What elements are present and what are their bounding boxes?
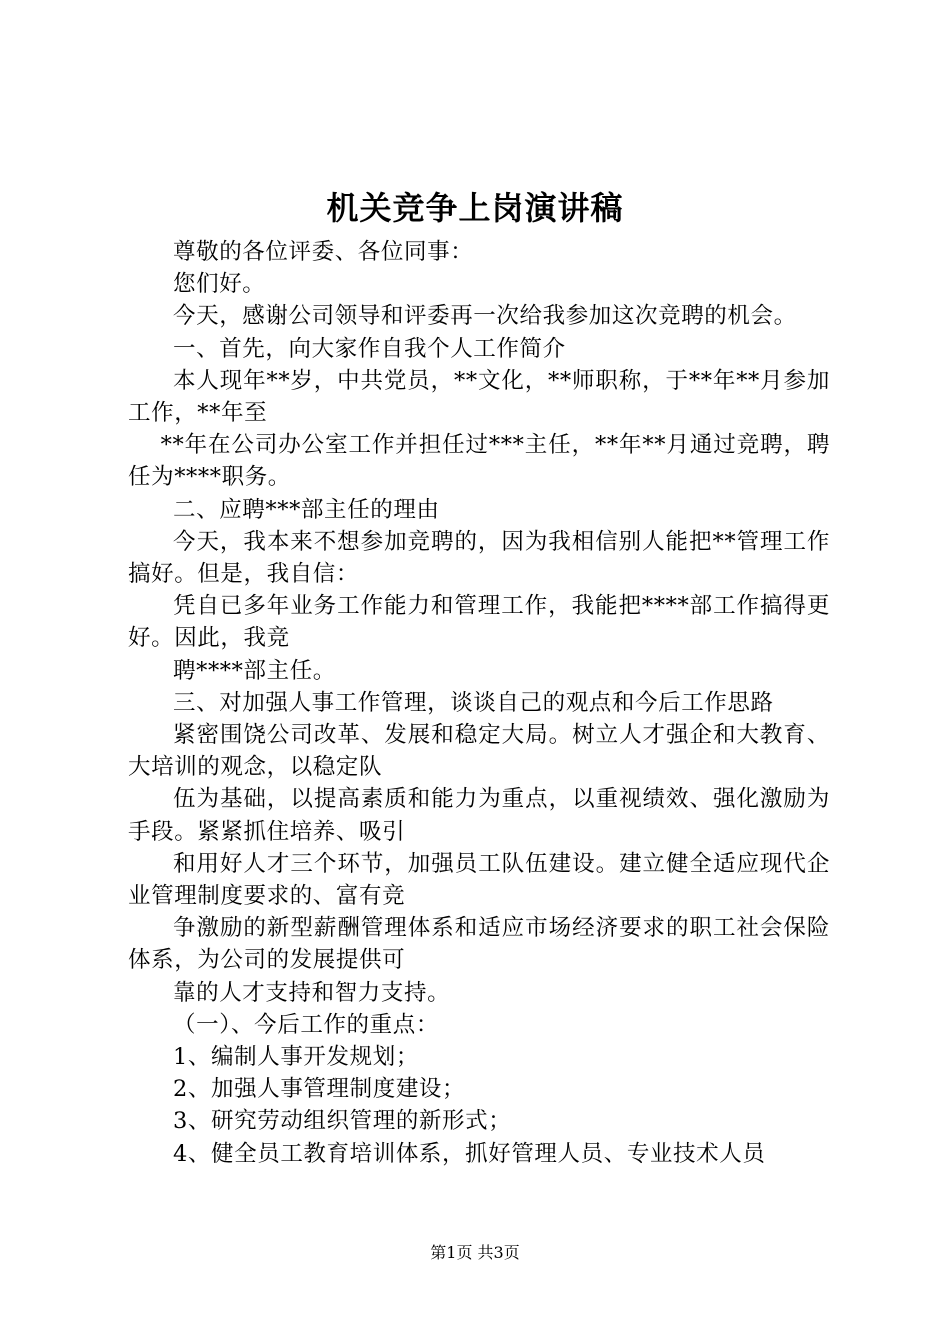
list-item-4: 4、健全员工教育培训体系，抓好管理人员、专业技术人员 bbox=[173, 1140, 766, 1167]
paragraph-strategy-4: 争激励的新型薪酬管理体系和适应市场经济要求的职工社会保险体系，为公司的发展提供可 bbox=[128, 915, 830, 974]
document-body bbox=[128, 236, 830, 1170]
list-item-2: 2、加强人事管理制度建设； bbox=[173, 1076, 466, 1103]
paragraph-strategy-5: 靠的人才支持和智力支持。 bbox=[173, 979, 451, 1006]
paragraph-strategy-1: 紧密围饶公司改革、发展和稳定大局。树立人才强企和大教育、大培训的观念，以稳定队 bbox=[128, 722, 830, 781]
paragraph-greeting: 您们好。 bbox=[173, 271, 266, 298]
paragraph-profile: 本人现年**岁，中共党员，**文化，**师职称，于**年**月参加工作，**年至 bbox=[128, 367, 830, 427]
paragraph-thanks: 今天，感谢公司领导和评委再一次给我参加这次竞聘的机会。 bbox=[173, 303, 797, 330]
page-footer: 第1页 共3页 bbox=[430, 1243, 520, 1262]
paragraph-strategy-2: 伍为基础，以提高素质和能力为重点，以重视绩效、强化激励为手段。紧紧抓住培养、吸引 bbox=[128, 786, 830, 845]
paragraph-reason: 今天，我本来不想参加竞聘的，因为我相信别人能把**管理工作搞好。但是，我自信： bbox=[128, 528, 830, 588]
paragraph-strategy-3: 和用好人才三个环节，加强员工队伍建设。建立健全适应现代企业管理制度要求的、富有竞 bbox=[128, 850, 830, 910]
paragraph-confidence-cont: 聘****部主任。 bbox=[173, 657, 336, 684]
list-item-1: 1、编制人事开发规划； bbox=[173, 1044, 419, 1071]
subsection-heading-1: （一）、今后工作的重点： bbox=[173, 1011, 439, 1038]
section-heading-1: 一、首先，向大家作自我个人工作简介 bbox=[173, 335, 566, 362]
document-title: 机关竞争上岗演讲稿 bbox=[326, 189, 624, 227]
section-heading-2: 二、应聘***部主任的理由 bbox=[173, 496, 440, 523]
paragraph-profile-cont: **年在公司办公室工作并担任过***主任，**年**月通过竞聘，聘任为****职务。 bbox=[128, 432, 830, 491]
paragraph-confidence: 凭自已多年业务工作能力和管理工作，我能把****部工作搞得更好。因此，我竞 bbox=[128, 593, 830, 652]
paragraph-salutation: 尊敬的各位评委、各位同事： bbox=[173, 239, 474, 265]
section-heading-3: 三、对加强人事工作管理，谈谈自己的观点和今后工作思路 bbox=[173, 689, 774, 716]
list-item-3: 3、研究劳动组织管理的新形式； bbox=[173, 1108, 512, 1135]
